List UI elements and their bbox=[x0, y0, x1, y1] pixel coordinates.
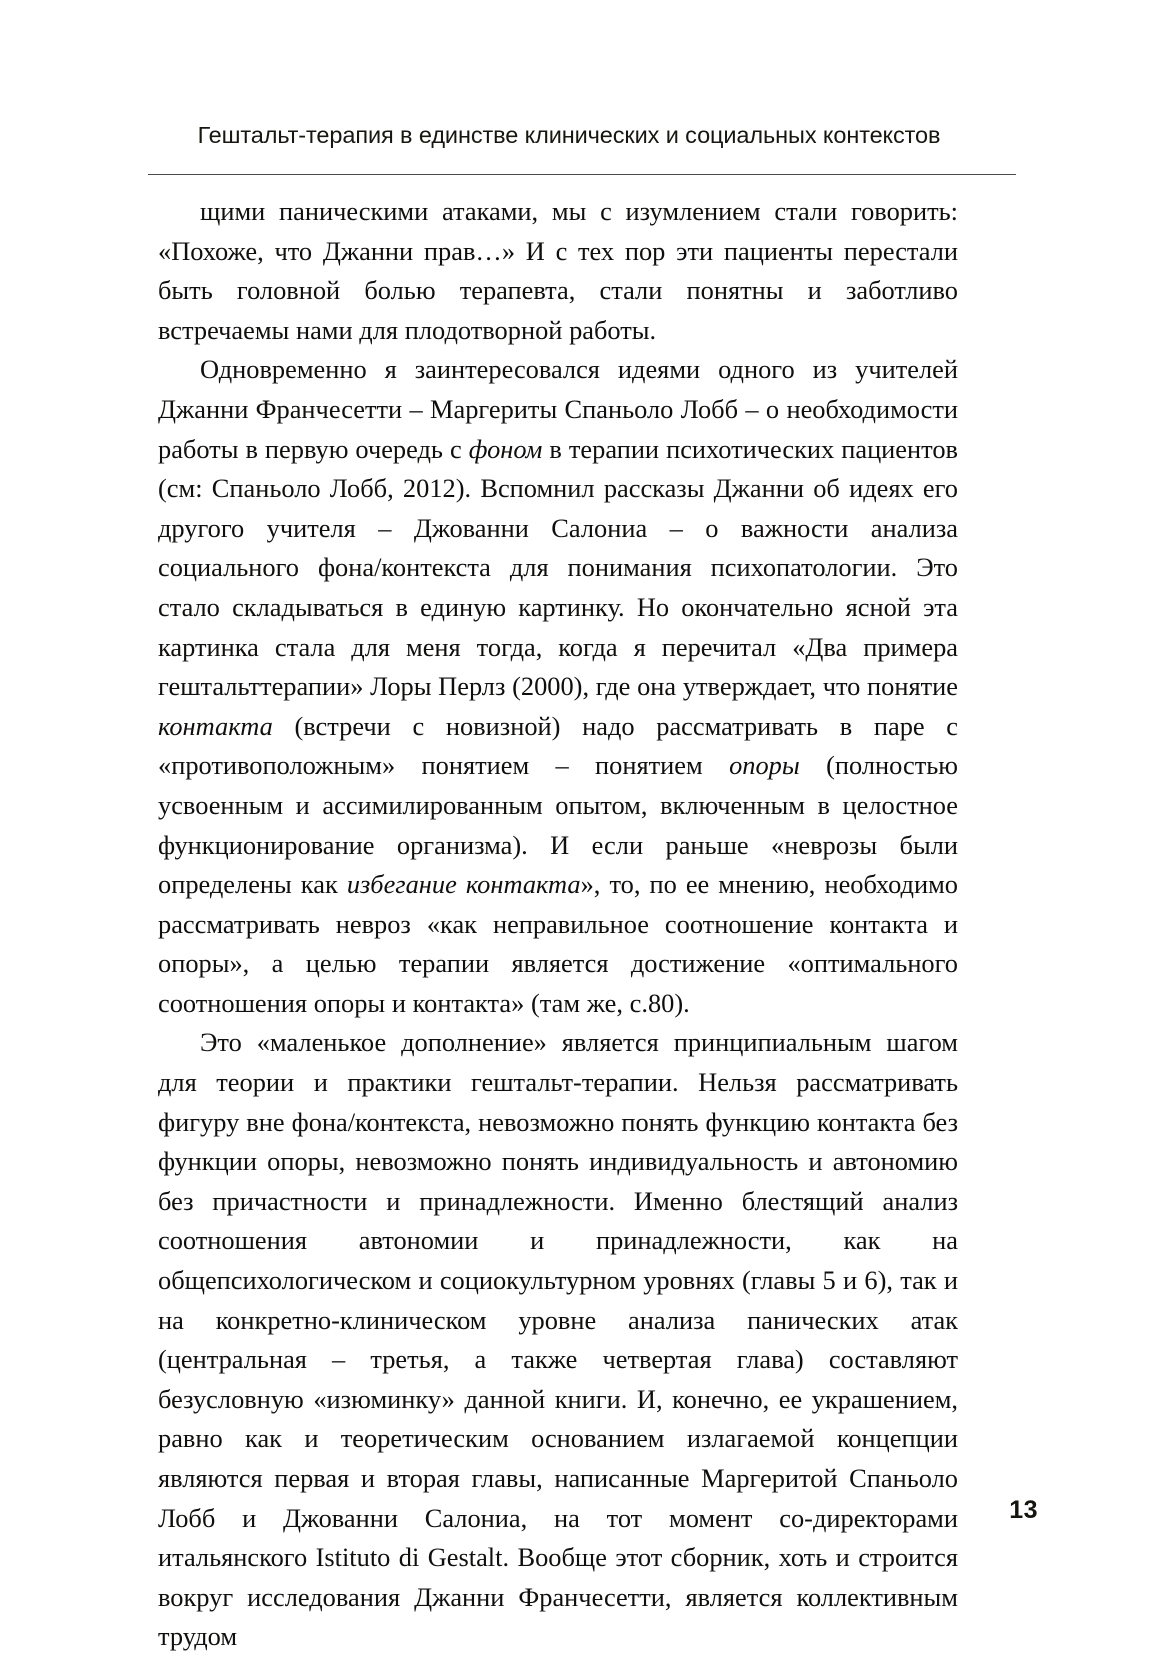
body-text: щими паническими атаками, мы с изумлением стали говорить: «Похоже, что Джанни прав…» И с тех пор эти пациенты перестали быть головной болью терапевта, стали понятны и заботливо встречаемы нами для плодотворной работы. bbox=[158, 196, 958, 345]
body-text: (полностью усвоенным и ассимилированным опытом, включенным в целостное функционирование организма). И если раньше «неврозы были определены как bbox=[158, 750, 958, 900]
paragraph-para-1 bbox=[158, 192, 958, 350]
running-head-title: Гештальт-терапия в единстве клинических и социальных контекстов bbox=[197, 122, 941, 148]
body-text: (встречи с новизной) надо рассматривать в паре с «противоположным» понятием – понятием bbox=[158, 710, 958, 781]
emphasis-text: избегание контакта bbox=[346, 869, 581, 900]
paragraph-para-2 bbox=[158, 350, 958, 1023]
emphasis-text: фоном bbox=[468, 433, 543, 464]
emphasis-text: опоры bbox=[729, 750, 800, 781]
running-head bbox=[178, 122, 960, 149]
emphasis-text: контакта bbox=[158, 710, 273, 741]
body-text: Это «маленькое дополнение» является принципиальным шагом для теории и практики гештальт-терапии. Нельзя рассматривать фигуру вне фона/контекста, невозможно понять функцию контакта без функции опоры, невозможно понять индивидуальность и автономию без причастности и принадлежности. Именно блестящий анализ соотношения автономии и принадлежности, как на общепсихологическом и социокультурном уровнях (главы 5 и 6), так и на конкретно-клиническом уровне анализа панических атак (центральная – третья, а также четвертая глава) составляют безусловную «изюминку» данной книги. И, конечно, ее украшением, равно как и теоретическим основанием излагаемой концепции являются первая и вторая главы, написанные Маргеритой Спаньоло Лобб и Джованни Салониа, на тот момент со-директорами итальянского Istituto di Gestalt. Вообще этот сборник, хоть и строится вокруг исследования Джанни Франчесетти, является коллективным трудом bbox=[158, 1027, 958, 1652]
paragraph-para-3 bbox=[158, 1023, 958, 1656]
body-text: », то, по ее мнению, необходимо рассматривать невроз «как неправильное соотношение контакта и опоры», а целью терапии является достижение «оптимального соотношения опоры и контакта» (там же, с.80). bbox=[158, 869, 958, 1018]
body-text: Одновременно я заинтересовался идеями одного из учителей Джанни Франчесетти – Маргериты Спаньоло Лобб – о необходимости работы в первую очередь с bbox=[158, 354, 958, 464]
page-number: 13 bbox=[1009, 1496, 1038, 1524]
header-divider-rule bbox=[148, 174, 1016, 175]
body-text-column bbox=[158, 192, 958, 1656]
body-text: в терапии психотических пациентов (см: Спаньоло Лобб, 2012). Вспомнил рассказы Джанни об идеях его другого учителя – Джованни Салониа – о важности анализа социального фона/контекста для понимания психопатологии. Это стало складываться в единую картинку. Но окончательно ясной эта картинка стала для меня тогда, когда я перечитал «Два примера гештальттерапии» Лоры Перлз (2000), где она утверждает, что понятие bbox=[158, 433, 958, 702]
